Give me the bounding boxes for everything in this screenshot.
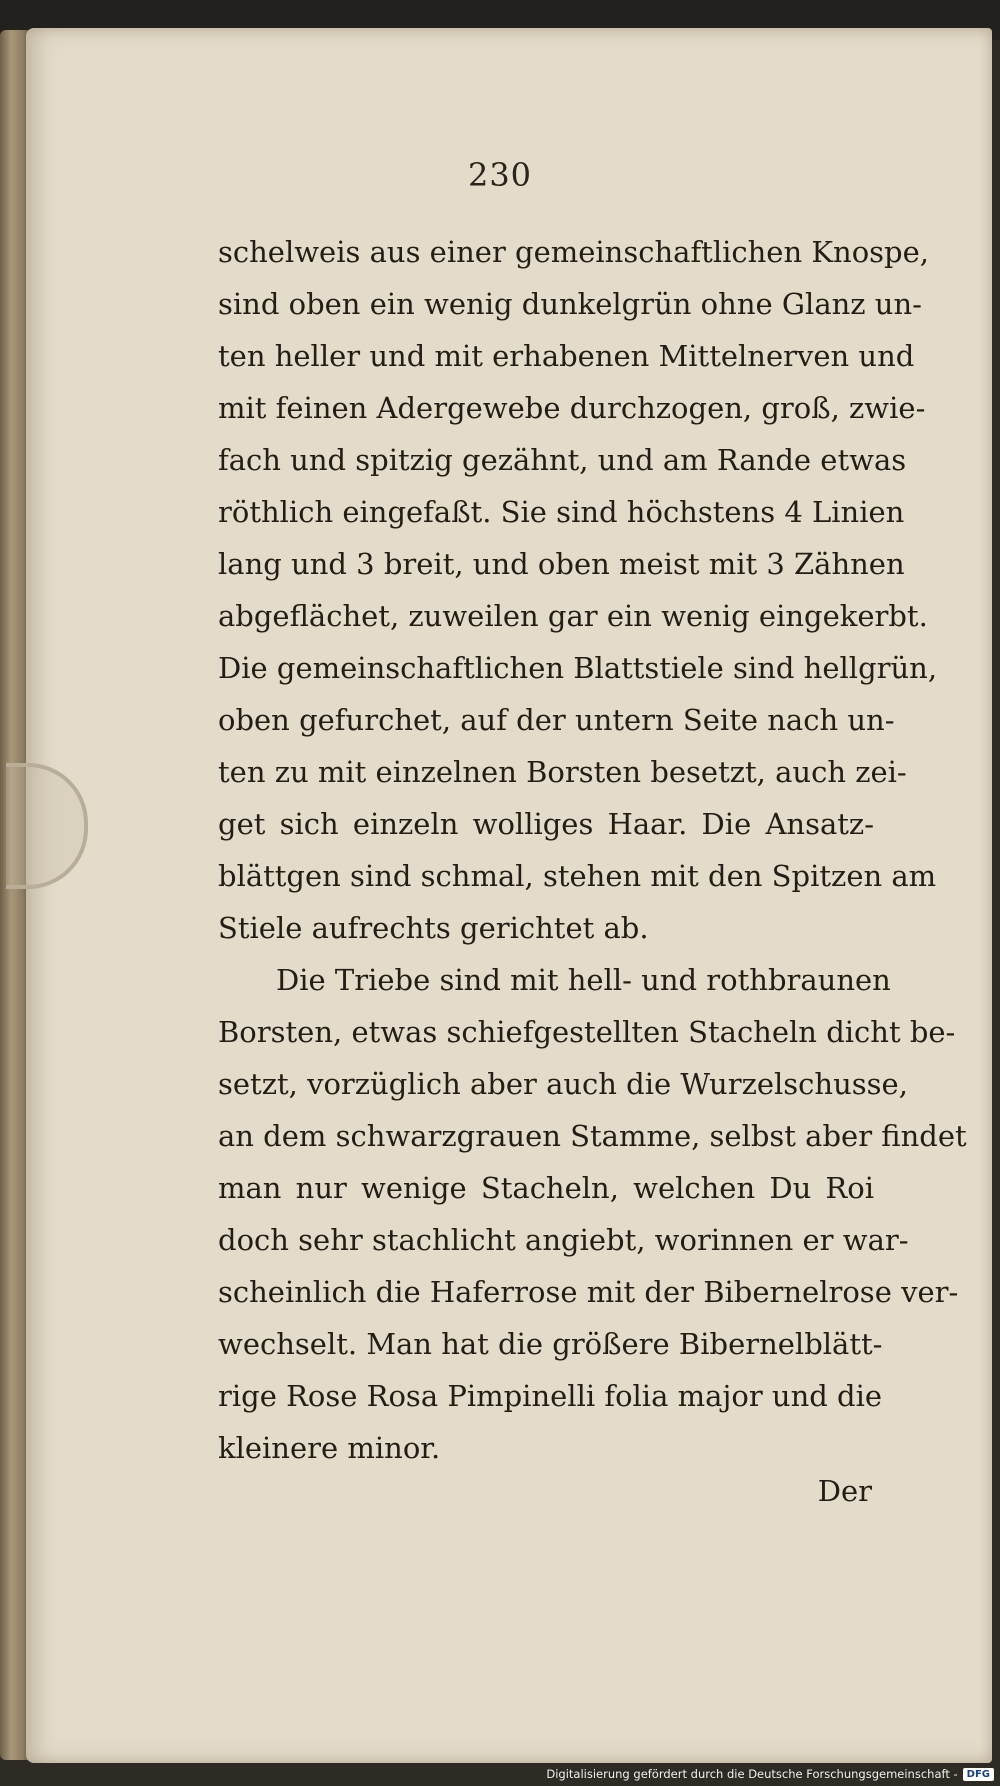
text-line: kleinere minor. — [218, 1431, 441, 1465]
text-line: ten heller und mit erhabenen Mittelnerven und — [218, 339, 915, 373]
dfg-logo: DFG — [963, 1768, 994, 1781]
text-line: rige Rose Rosa Pimpinelli folia major und die — [218, 1379, 883, 1413]
text-line: an dem schwarzgrauen Stamme, selbst aber findet — [218, 1119, 967, 1153]
text-line: Die Triebe sind mit hell- und rothbraunen — [276, 963, 891, 997]
footer-text: Digitalisierung gefördert durch die Deutsche Forschungsgemeinschaft - — [546, 1767, 958, 1781]
text-line: wechselt. Man hat die größere Bibernelblätt- — [218, 1327, 883, 1361]
text-line: scheinlich die Haferrose mit der Bibernelrose ver- — [218, 1275, 959, 1309]
text-line: fach und spitzig gezähnt, und am Rande etwas — [218, 443, 907, 477]
text-line: abgeflächet, zuweilen gar ein wenig eingekerbt. — [218, 599, 928, 633]
paragraph-2 — [218, 954, 967, 1474]
paragraph-1 — [218, 226, 938, 954]
text-line: mit feinen Adergewebe durchzogen, groß, zwie- — [218, 391, 926, 425]
text-line: Borsten, etwas schiefgestellten Stacheln dicht be- — [218, 1015, 956, 1049]
text-line: Stiele aufrechts gerichtet ab. — [218, 911, 649, 945]
text-line: blättgen sind schmal, stehen mit den Spitzen am — [218, 859, 937, 893]
text-line: Die gemeinschaftlichen Blattstiele sind hellgrün, — [218, 651, 938, 685]
text-line: doch sehr stachlicht angiebt, worinnen er war- — [218, 1223, 909, 1257]
body-text — [218, 226, 967, 1474]
text-line: sind oben ein wenig dunkelgrün ohne Glanz un- — [218, 287, 922, 321]
digitization-footer — [546, 1764, 994, 1784]
text-line: get sich einzeln wolliges Haar. Die Ansatz- — [218, 807, 874, 841]
text-line: man nur wenige Stacheln, welchen Du Roi — [218, 1171, 874, 1205]
text-line: oben gefurchet, auf der untern Seite nach un- — [218, 703, 895, 737]
page-clip — [6, 763, 88, 889]
text-line: setzt, vorzüglich aber auch die Wurzelschusse, — [218, 1067, 908, 1101]
page-number: 230 — [467, 156, 533, 194]
text-line: röthlich eingefaßt. Sie sind höchstens 4 Linien — [218, 495, 905, 529]
text-line: schelweis aus einer gemeinschaftlichen Knospe, — [218, 235, 929, 269]
catchword: Der — [817, 1474, 872, 1508]
text-line: ten zu mit einzelnen Borsten besetzt, auch zei- — [218, 755, 907, 789]
text-line: lang und 3 breit, und oben meist mit 3 Zähnen — [218, 547, 905, 581]
